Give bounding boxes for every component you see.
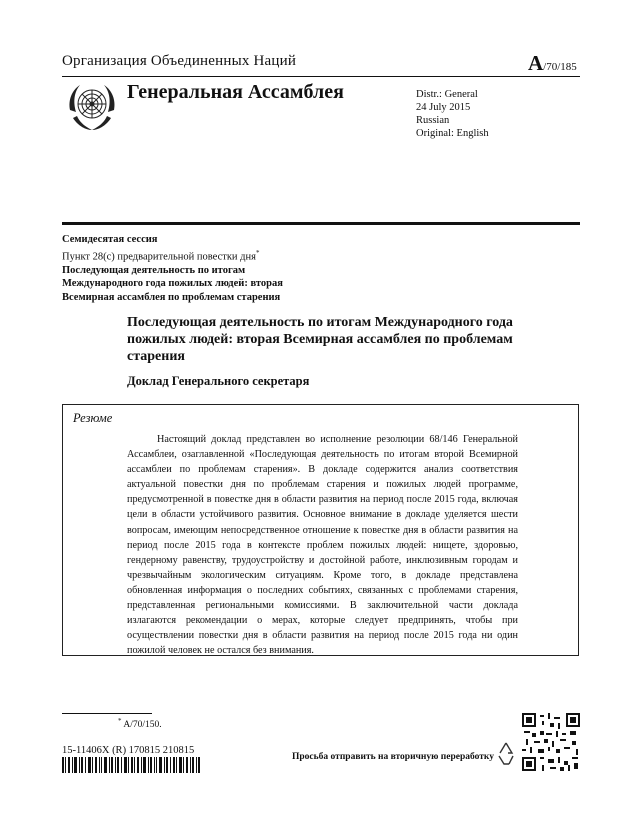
- document-number: 15-11406X (R) 170815 210815: [62, 745, 195, 756]
- agenda-item: Пункт 28(c) предварительной повестки дня*: [62, 248, 260, 262]
- recycle-request: Просьба отправить на вторичную переработку: [292, 752, 494, 762]
- agenda-footnote-marker: *: [255, 248, 260, 257]
- symbol-number: /70/185: [543, 61, 577, 73]
- un-emblem-icon: [64, 80, 120, 136]
- symbol-letter: A: [528, 51, 544, 75]
- date-line: 24 July 2015: [416, 102, 471, 113]
- organization-name: Организация Объединенных Наций: [62, 53, 297, 69]
- agenda-item-title-line: Международного года пожилых людей: вторая: [62, 278, 283, 289]
- footnote: [118, 717, 162, 730]
- barcode-icon: [62, 757, 200, 773]
- recycle-icon: [496, 740, 516, 766]
- footnote-marker: *: [118, 717, 122, 725]
- footnote-text: A/70/150.: [123, 720, 162, 731]
- agenda-item-title-line: Последующая деятельность по итогам: [62, 264, 246, 276]
- document-title: Последующая деятельность по итогам Международного года пожилых людей: вторая Всемирная ассамблея по проблемам старения: [127, 315, 513, 364]
- distribution-info: [416, 88, 489, 140]
- language-line: Russian: [416, 115, 450, 126]
- document-subtitle: Доклад Генерального секретаря: [127, 374, 310, 388]
- original-language-line: Original: English: [416, 128, 489, 139]
- header-rule: [62, 76, 580, 77]
- summary-heading: Резюме: [73, 411, 113, 425]
- body-name: Генеральная Ассамблея: [127, 81, 344, 103]
- agenda-item-title-line: Всемирная ассамблея по проблемам старения: [62, 291, 281, 303]
- footnote-rule: [62, 713, 152, 714]
- session-title: Семидесятая сессия: [62, 234, 158, 245]
- summary-text: Настоящий доклад представлен во исполнение резолюции 68/146 Генеральной Ассамблеи, озаглавленной «Последующая деятельность по итогам второй Всемирной ассамблеи по проблемам старения». В докладе содержится анализ соответствия актуальной повестки дня по проблемам старения и пожилых людей программе, предусмотренной в повестке дня в области развития на период после 2015 года, включая цели в области устойчивого развития. Основное внимание в докладе уделяется шести вопросам, имеющим непосредственное отношение к повестке дня в области развития на период после 2015 года в контексте проблем пожилых людей: нищете, здоровью, гендерному равенству, трудоустройству и достойной работе, инклюзивным городам и чрезвычайным экологическим ситуациям. Кроме того, в докладе представлена обновленная информация о последних событиях, связанных с проблемами старения, представленная региональными комиссиями. В заключительной части доклада излагаются рекомендации о мерах, которые следует предпринять, чтобы при осуществлении повестки дня в области развития на период после 2015 года ни один пожилой человек не остался без внимания.: [127, 434, 518, 657]
- distr-line: Distr.: General: [416, 89, 478, 100]
- document-symbol: [528, 51, 577, 76]
- qr-code-icon: [522, 713, 580, 771]
- heading-rule: [62, 222, 580, 225]
- session-block: [62, 233, 442, 304]
